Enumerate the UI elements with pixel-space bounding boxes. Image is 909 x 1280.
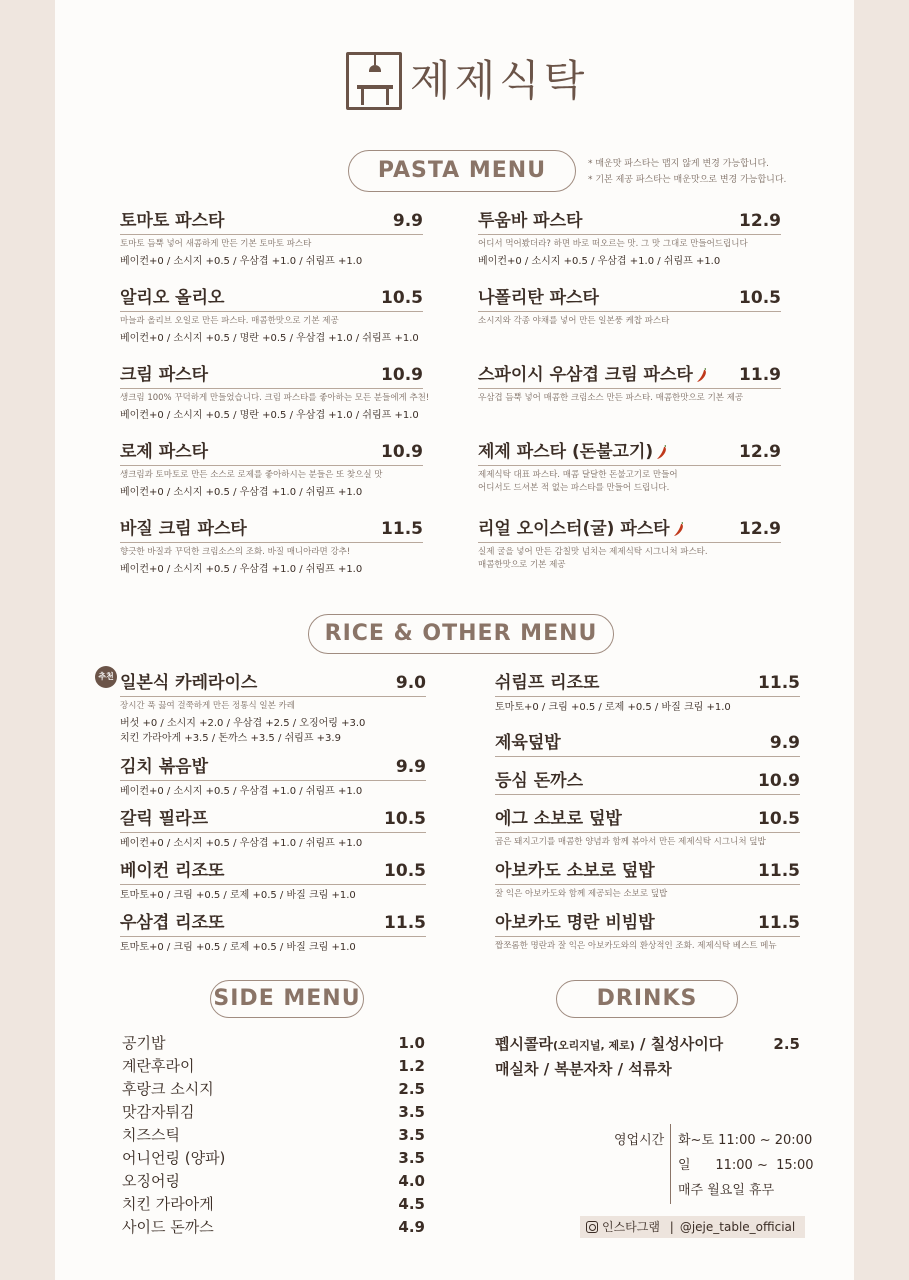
menu-item-rule	[120, 234, 423, 235]
menu-item-price: 9.9	[769, 733, 800, 753]
menu-item-options: 토마토+0 / 크림 +0.5 / 로제 +0.5 / 바질 크림 +1.0	[495, 702, 731, 713]
menu-item-name: 아보카도 명란 비빔밥	[495, 913, 655, 933]
menu-item-price: 9.9	[392, 211, 423, 231]
drinks-line-2: 매실차 / 복분자차 / 석류차	[495, 1060, 672, 1078]
menu-item-desc: 짭쪼롬한 명란과 잘 익은 아보카도와의 환상적인 조화. 제제식탁 베스트 메뉴	[495, 941, 777, 951]
menu-item-options: 베이컨+0 / 소시지 +0.5 / 명란 +0.5 / 우삼겹 +1.0 / 쉬림프 +1.0	[120, 410, 419, 421]
menu-item-name: 일본식 카레라이스	[120, 673, 258, 693]
menu-item-rule	[495, 936, 800, 937]
menu-item-name: 투움바 파스타	[478, 211, 583, 231]
side-item-price: 1.0	[398, 1034, 425, 1052]
menu-item-name: 쉬림프 리조또	[495, 673, 600, 693]
side-item-price: 4.9	[398, 1218, 425, 1236]
menu-item-name	[478, 518, 686, 540]
menu-item-price: 11.5	[758, 861, 800, 881]
menu-item-name-text: 스파이시 우삼겹 크림 파스타	[478, 365, 693, 385]
menu-item-rule	[120, 388, 423, 389]
menu-item-price: 9.0	[395, 673, 426, 693]
menu-item-name: 베이컨 리조또	[120, 861, 225, 881]
menu-item-price: 10.9	[381, 365, 423, 385]
menu-item-options: 토마토+0 / 크림 +0.5 / 로제 +0.5 / 바질 크림 +1.0	[120, 890, 356, 901]
menu-item-rule	[120, 542, 423, 543]
menu-item-price: 11.9	[739, 365, 781, 385]
menu-item-rule	[120, 696, 426, 697]
side-item-price: 4.5	[398, 1195, 425, 1213]
hours-weekday: 화~토 11:00 ~ 20:00	[678, 1133, 813, 1148]
menu-item-rule	[478, 542, 781, 543]
menu-item-name: 바질 크림 파스타	[120, 519, 247, 539]
menu-item-price: 10.5	[384, 809, 426, 829]
brand-name: 제제식탁	[410, 56, 589, 105]
pasta-menu-title: PASTA MENU	[348, 150, 576, 192]
side-item-price: 3.5	[398, 1126, 425, 1144]
side-item-price: 3.5	[398, 1103, 425, 1121]
side-item-name: 오징어링	[122, 1172, 180, 1190]
menu-item-price: 12.9	[739, 442, 781, 462]
drink-pepsi: 펩시콜라	[495, 1035, 553, 1053]
side-menu-title: SIDE MENU	[210, 980, 364, 1018]
menu-item-rule	[495, 696, 800, 697]
side-item-name: 공기밥	[122, 1034, 166, 1052]
menu-item-name: 크림 파스타	[120, 365, 209, 385]
rice-menu-title: RICE & OTHER MENU	[308, 614, 614, 654]
side-item-name: 후랑크 소시지	[122, 1080, 214, 1098]
side-item-price: 1.2	[398, 1057, 425, 1075]
menu-item-desc: 생크림 100% 꾸덕하게 만들었습니다. 크림 파스타를 좋아하는 모든 분들에게 추천!	[120, 393, 430, 403]
menu-item-options: 베이컨+0 / 소시지 +0.5 / 우삼겹 +1.0 / 쉬림프 +1.0	[478, 256, 721, 267]
menu-item-name	[478, 364, 709, 386]
menu-item-desc: 소시지와 각종 야채를 넣어 만든 일본풍 케찹 파스타	[478, 316, 670, 326]
side-item-name: 맛감자튀김	[122, 1103, 195, 1121]
hours-divider	[670, 1124, 671, 1204]
side-item-name: 어니언링 (양파)	[122, 1149, 226, 1167]
menu-item-name: 로제 파스타	[120, 442, 209, 462]
menu-item-name: 나폴리탄 파스타	[478, 288, 599, 308]
menu-item-name: 갈릭 필라프	[120, 809, 209, 829]
recommend-badge: 추천	[95, 666, 117, 688]
menu-item-name: 아보카도 소보로 덮밥	[495, 861, 655, 881]
hours-closed: 매주 월요일 휴무	[678, 1183, 775, 1198]
pasta-note-2: * 기본 제공 파스타는 매운맛으로 변경 가능합니다.	[588, 175, 787, 185]
menu-item-price: 11.5	[758, 673, 800, 693]
menu-item-price: 10.5	[758, 809, 800, 829]
drink-cider: / 칠성사이다	[634, 1035, 724, 1053]
side-item-price: 4.0	[398, 1172, 425, 1190]
menu-item-rule	[495, 794, 800, 795]
drink-pepsi-variants: (오리지널, 제로)	[552, 1039, 635, 1052]
menu-item-name	[478, 441, 669, 463]
menu-item-desc-2: 매콤한맛으로 기본 제공	[478, 560, 566, 570]
side-item-name: 계란후라이	[122, 1057, 195, 1075]
drinks-title: DRINKS	[556, 980, 738, 1018]
menu-item-options: 베이컨+0 / 소시지 +0.5 / 우삼겹 +1.0 / 쉬림프 +1.0	[120, 256, 363, 267]
hours-sunday: 일 11:00 ~ 15:00	[678, 1158, 814, 1173]
menu-item-rule	[120, 780, 426, 781]
menu-item-options: 베이컨+0 / 소시지 +0.5 / 우삼겹 +1.0 / 쉬림프 +1.0	[120, 564, 363, 575]
menu-item-price: 10.5	[381, 288, 423, 308]
menu-item-price: 11.5	[381, 519, 423, 539]
drinks-price: 2.5	[773, 1035, 800, 1053]
menu-item-price: 11.5	[384, 913, 426, 933]
menu-item-price: 12.9	[739, 211, 781, 231]
menu-item-desc: 잘 익은 아보카도와 함께 제공되는 소보로 덮밥	[495, 889, 668, 899]
menu-item-desc: 곱은 돼지고기를 매콤한 양념과 함께 볶아서 만든 제제식탁 시그니처 덮밥	[495, 837, 766, 847]
side-item-price: 2.5	[398, 1080, 425, 1098]
menu-item-desc: 토마토 듬뿍 넣어 새콤하게 만든 기본 토마토 파스타	[120, 239, 312, 249]
menu-item-options: 베이컨+0 / 소시지 +0.5 / 명란 +0.5 / 우삼겹 +1.0 / 쉬림프 +1.0	[120, 333, 419, 344]
menu-item-price: 12.9	[739, 519, 781, 539]
side-item-name: 사이드 돈까스	[122, 1218, 214, 1236]
menu-item-name-text: 리얼 오이스터(굴) 파스타	[478, 519, 670, 539]
menu-item-options: 토마토+0 / 크림 +0.5 / 로제 +0.5 / 바질 크림 +1.0	[120, 942, 356, 953]
menu-item-desc-2: 어디서도 드셔본 적 없는 파스타를 만들어 드립니다.	[478, 483, 670, 493]
menu-item-desc: 우삼겹 듬뿍 넣어 매콤한 크림소스 만든 파스타. 매콤한맛으로 기본 제공	[478, 393, 744, 403]
menu-item-rule	[478, 234, 781, 235]
menu-item-desc: 장시간 푹 끓여 걸쭉하게 만든 정통식 일본 카레	[120, 701, 295, 711]
menu-item-options: 베이컨+0 / 소시지 +0.5 / 우삼겹 +1.0 / 쉬림프 +1.0	[120, 487, 363, 498]
menu-item-price: 10.9	[758, 771, 800, 791]
menu-item-desc: 실제 굴을 넣어 만든 감칠맛 넘치는 제제식탁 시그니처 파스타.	[478, 547, 708, 557]
menu-item-rule	[120, 832, 426, 833]
menu-item-price: 10.9	[381, 442, 423, 462]
menu-item-desc: 마늘과 올리브 오일로 만든 파스타. 매콤한맛으로 기본 제공	[120, 316, 339, 326]
drinks-line-1	[495, 1033, 723, 1057]
chili-icon	[655, 444, 669, 460]
logo-icon	[346, 52, 402, 110]
menu-item-desc: 향긋한 바질과 꾸덕한 크림소스의 조화. 바질 매니아라면 강추!	[120, 547, 351, 557]
instagram-separator: |	[669, 1220, 674, 1234]
menu-item-options: 베이컨+0 / 소시지 +0.5 / 우삼겹 +1.0 / 쉬림프 +1.0	[120, 838, 363, 849]
instagram-icon	[586, 1221, 598, 1233]
menu-item-rule	[120, 936, 426, 937]
chili-icon	[695, 367, 709, 383]
instagram-label: 인스타그램	[602, 1220, 660, 1234]
menu-item-rule	[495, 884, 800, 885]
menu-item-rule	[120, 884, 426, 885]
instagram-handle: @jeje_table_official	[679, 1220, 796, 1234]
menu-item-price: 10.5	[739, 288, 781, 308]
menu-item-price: 10.5	[384, 861, 426, 881]
menu-item-name: 에그 소보로 덮밥	[495, 809, 622, 829]
side-item-price: 3.5	[398, 1149, 425, 1167]
chili-icon	[672, 521, 686, 537]
menu-item-name: 김치 볶음밥	[120, 757, 209, 777]
side-item-name: 치킨 가라아게	[122, 1195, 214, 1213]
menu-item-name: 우삼겹 리조또	[120, 913, 225, 933]
menu-item-price: 11.5	[758, 913, 800, 933]
menu-item-rule	[495, 756, 800, 757]
menu-item-name: 알리오 올리오	[120, 288, 225, 308]
menu-item-rule	[478, 311, 781, 312]
menu-item-desc: 제제식탁 대표 파스타. 매콤 달달한 돈불고기로 만들어	[478, 470, 678, 480]
menu-item-price: 9.9	[395, 757, 426, 777]
menu-item-options-2: 치킨 가라아게 +3.5 / 돈까스 +3.5 / 쉬림프 +3.9	[120, 733, 341, 744]
menu-item-rule	[478, 388, 781, 389]
menu-item-desc: 어디서 먹어봤더라? 하면 바로 떠오르는 맛. 그 맛 그대로 만들어드립니다	[478, 239, 748, 249]
menu-item-rule	[478, 465, 781, 466]
menu-item-name: 토마토 파스타	[120, 211, 225, 231]
menu-item-name: 등심 돈까스	[495, 771, 584, 791]
hours-label: 영업시간	[614, 1133, 665, 1148]
menu-item-rule	[120, 311, 423, 312]
menu-item-name: 제육덮밥	[495, 733, 561, 753]
menu-item-name-text: 제제 파스타 (돈불고기)	[478, 442, 654, 462]
instagram-link[interactable]	[580, 1216, 805, 1238]
menu-item-rule	[120, 465, 423, 466]
menu-item-desc: 생크림과 토마토로 만든 소스로 로제를 좋아하시는 분들은 또 찾으실 맛	[120, 470, 383, 480]
menu-item-rule	[495, 832, 800, 833]
pasta-note-1: * 매운맛 파스타는 맵지 않게 변경 가능합니다.	[588, 159, 770, 169]
side-item-name: 치즈스틱	[122, 1126, 180, 1144]
menu-item-options: 버섯 +0 / 소시지 +2.0 / 우삼겹 +2.5 / 오징어링 +3.0	[120, 718, 366, 729]
menu-item-options: 베이컨+0 / 소시지 +0.5 / 우삼겹 +1.0 / 쉬림프 +1.0	[120, 786, 363, 797]
